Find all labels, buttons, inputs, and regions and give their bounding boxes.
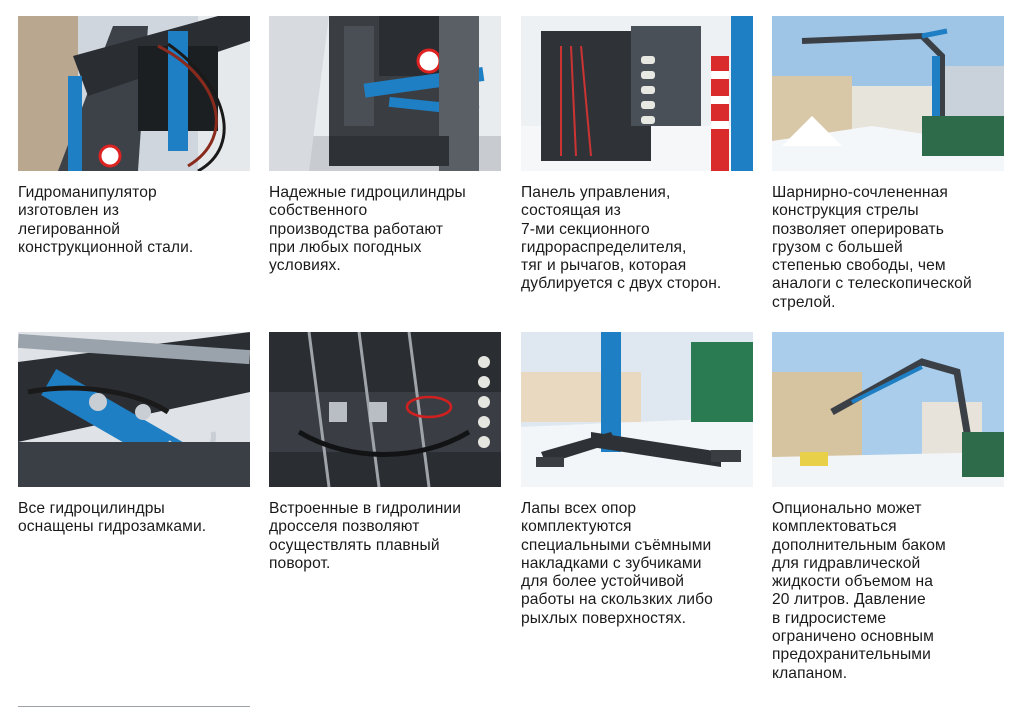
hydraulic-lock-photo [18, 332, 250, 487]
feature-caption: Гидроманипулятор изготовлен из легированной конструкционной стали. [18, 184, 194, 256]
feature-card [269, 332, 501, 573]
feature-caption: Надежные гидроцилиндры собственного производства работают при любых погодных условиях. [269, 184, 466, 275]
feature-card [18, 16, 250, 257]
control-panel-photo [521, 16, 753, 171]
feature-card [772, 16, 1004, 312]
articulated-boom-photo [772, 16, 1004, 171]
feature-card [521, 16, 753, 294]
feature-caption: Опционально может комплектоваться дополнительным баком для гидравлической жидкости объемом на 20 литров. Давление в гидросистеме ограничено основным предохранительными клапаном. [772, 500, 946, 682]
feature-caption: Все гидроцилиндры оснащены гидрозамками. [18, 500, 207, 536]
divider [18, 706, 250, 707]
crane-arm-photo [18, 16, 250, 171]
feature-card [269, 16, 501, 275]
feature-card [772, 332, 1004, 683]
hydraulic-cylinder-photo [269, 16, 501, 171]
outrigger-pad-photo [521, 332, 753, 487]
feature-caption: Шарнирно-сочлененная конструкция стрелы позволяет оперировать грузом с большей степенью свободы, чем аналоги с телескопической стрелой. [772, 184, 972, 311]
hydraulic-tank-photo [772, 332, 1004, 487]
feature-caption: Встроенные в гидролинии дросселя позволяют осуществлять плавный поворот. [269, 500, 462, 572]
feature-caption: Лапы всех опор комплектуются специальными съёмными накладками с зубчиками для более устойчивой работы на скользких либо рыхлых поверхностях. [521, 500, 713, 627]
throttle-valve-photo [269, 332, 501, 487]
feature-card [521, 332, 753, 628]
feature-caption: Панель управления, состоящая из 7-ми секционного гидрораспределителя, тяг и рычагов, которая дублируется с двух сторон. [521, 184, 722, 293]
feature-card [18, 332, 250, 537]
